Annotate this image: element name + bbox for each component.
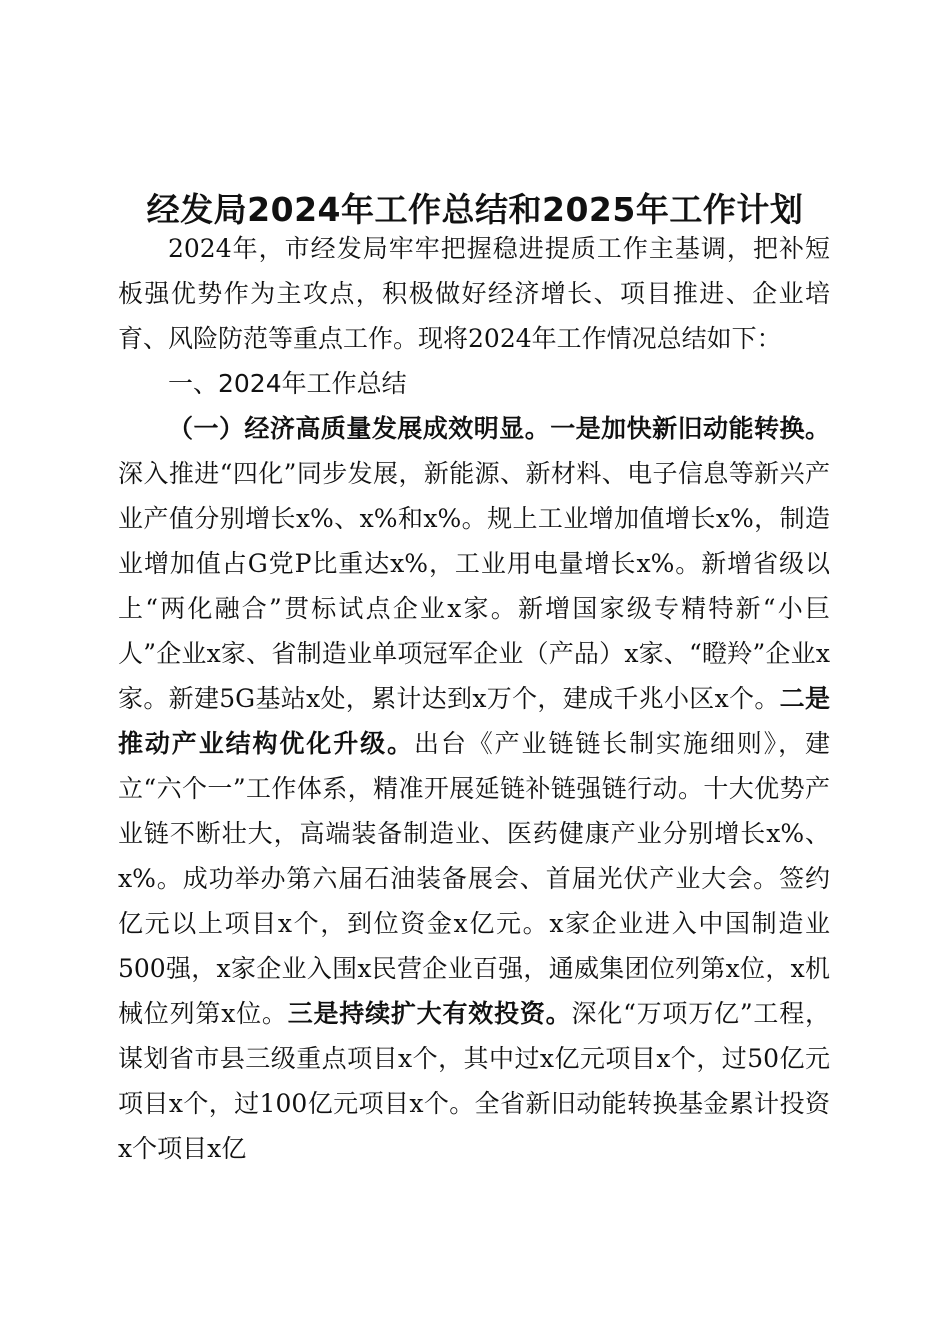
intro-paragraph: 2024年，市经发局牢牢把握稳进提质工作主基调，把补短板强优势作为主攻点，积极做好经济增长、项目推进、企业培育、风险防范等重点工作。现将2024年工作情况总结如下： [118,234,830,353]
section-heading: 一、2024年工作总结 [168,369,407,398]
point3-lead: 三是持续扩大有效投资。 [287,999,572,1028]
document-title: 经发局2024年工作总结和2025年工作计划 [146,190,804,229]
point1-text: 深入推进“四化”同步发展，新能源、新材料、电子信息等新兴产业产值分别增长x%、x%和x%。规上工业增加值增长x%，制造业增加值占G党P比重达x%，工业用电量增长x%。新增省级以上“两化融合”贯标试点企业x家。新增国家级专精特新“小巨人”企业x家、省制造业单项冠军企业（产品）x家、“瞪羚”企业x家。新建5G基站x处，累计达到x万个，建成千兆小区x个。 [118,459,830,713]
subsection-heading: （一）经济高质量发展成效明显。 [168,414,551,443]
point2-text: 出台《产业链链长制实施细则》，建立“六个一”工作体系，精准开展延链补链强链行动。十大优势产业链不断壮大，高端装备制造业、医药健康产业分别增长x%、x%。成功举办第六届石油装备展会、首届光伏产业大会。签约亿元以上项目x个，到位资金x亿元。x家企业进入中国制造业500强，x家企业入围x民营企业百强，通威集团位列第x位，x机械位列第x位。 [118,729,830,1028]
subsection-paragraph [118,406,830,1171]
point1-lead: 一是加快新旧动能转换。 [550,414,830,443]
point2-lead: 二是推动产业结构优化升级。 [118,684,830,758]
point3-text: 深化“万项万亿”工程，谋划省市县三级重点项目x个，其中过x亿元项目x个，过50亿元项目x个，过100亿元项目x个。全省新旧动能转换基金累计投资x个项目x亿 [118,999,830,1163]
document-body [118,226,830,1171]
